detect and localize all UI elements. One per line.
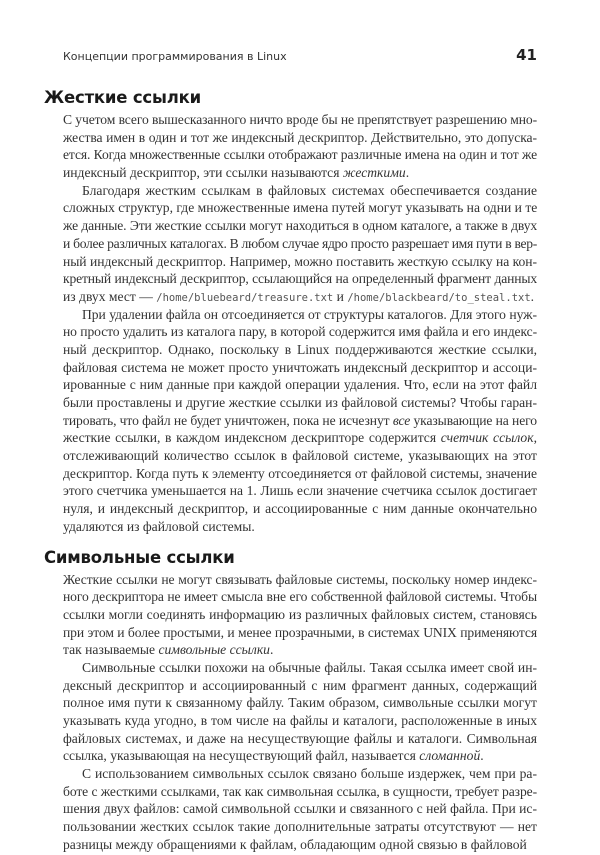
text-run: ного дескриптора не имеет смысла вне его собственной файловой системы. Чтобы: [63, 589, 537, 605]
text-run: но просто удалить из каталога пару, в которой содержится имя файла и его индекс-: [63, 324, 537, 340]
text-line: [63, 288, 537, 306]
text-run: файловая система не может просто уничтожать индексный дескриптор и ассоци-: [63, 359, 537, 375]
text-line: [63, 588, 537, 606]
text-run: отслеживающий количество ссылок в файловой системе, указывающих на этот: [63, 448, 537, 464]
paragraph: [63, 182, 537, 306]
text-run: шения двух файлов: самой символьной ссылки и связанного с ней файла. При ис-: [63, 801, 537, 817]
text-run: ссылка, указывающая на несуществующий файл, называется: [63, 748, 420, 764]
text-line: [63, 482, 537, 500]
text-line: [63, 394, 537, 412]
text-run: так называемые: [63, 642, 159, 658]
text-run: жества имен в один и тот же индексный дескриптор. Действительно, это допуска-: [63, 129, 537, 145]
text-line: [63, 164, 537, 182]
text-run: боте с жесткими ссылками, так как символьная ссылка, в сущности, требует разре-: [63, 783, 537, 799]
text-run: и более различных каталогах. В любом случае ядро просто разрешает имя пути в вер-: [63, 235, 537, 251]
text-run: .: [480, 748, 484, 764]
text-line: [63, 765, 537, 783]
paragraph: [63, 111, 537, 182]
text-run: ется. Когда множественные ссылки отображают различные имена на один и тот же: [63, 147, 537, 163]
text-run: Жесткие ссылки не могут связывать файловые системы, поскольку номер индекс-: [63, 571, 537, 587]
text-line: [63, 235, 537, 253]
text-run: ,: [533, 430, 537, 446]
text-line: [63, 253, 537, 271]
text-line: [63, 624, 537, 642]
text-line: [63, 836, 537, 854]
text-run: ссылки могли соединять информацию из различных файловых систем, становясь: [63, 606, 537, 622]
paragraph: [63, 306, 537, 536]
emphasis-term: все: [392, 412, 411, 428]
text-run: .: [269, 642, 274, 658]
text-line: [63, 341, 537, 359]
emphasis-term: сломанной: [419, 748, 481, 764]
text-line: [63, 447, 537, 465]
emphasis-term: жесткими: [342, 165, 406, 181]
text-run: ный индексный дескриптор. Например, можно поставить жесткую ссылку на кон-: [63, 253, 537, 269]
text-line: [63, 730, 537, 748]
text-line: [63, 571, 537, 589]
text-run: сложных структур, где множественные имена путей могут указывать на одни и те: [63, 200, 537, 216]
text-line: [63, 694, 537, 712]
text-line: [63, 199, 537, 217]
text-line: [63, 306, 537, 324]
text-line: [63, 465, 537, 483]
text-run: были проставлены и другие жесткие ссылки из файловой системы? Чтобы гаран-: [63, 395, 537, 410]
section-body-hard-links: [63, 111, 537, 536]
text-run: из двух мест —: [63, 288, 157, 304]
text-line: [63, 217, 537, 235]
text-run: ный дескриптор. Однако, поскольку в Linux поддерживаются жесткие ссылки,: [63, 341, 537, 357]
text-line: [63, 146, 537, 164]
text-run: .: [405, 165, 410, 181]
section-heading-hard-links: Жесткие ссылки: [44, 88, 201, 107]
text-line: [63, 677, 537, 695]
text-line: [63, 500, 537, 518]
section-heading-symbolic-links: Символьные ссылки: [44, 547, 235, 567]
text-run: Благодаря жестким ссылкам в файловых системах обеспечивается создание: [82, 182, 537, 198]
text-line: [63, 641, 537, 659]
running-header-title: Концепции программирования в Linux: [63, 50, 287, 63]
text-run: этого счетчика уменьшается на 1. Лишь если значение счетчика ссылок достигает: [63, 483, 537, 499]
file-path: /home/bluebeard/treasure.txt: [156, 291, 334, 304]
text-line: [63, 129, 537, 147]
text-run: кретный индексный дескриптор, ссылающийся на определенный фрагмент данных: [63, 271, 537, 287]
text-run: С использованием символьных ссылок связано больше издержек, чем при ра-: [82, 766, 537, 782]
text-line: [63, 323, 537, 341]
text-run: указывающие на него: [410, 412, 537, 428]
text-line: [63, 412, 537, 430]
text-line: [63, 659, 537, 677]
text-run: дексный дескриптор и ассоциированный с ним фрагмент данных, содержащий: [63, 677, 537, 693]
text-run: указывать куда угодно, в том числе на файлы и каталоги, расположенные в иных: [63, 713, 537, 728]
text-line: [63, 783, 537, 801]
text-line: [63, 518, 537, 536]
paragraph: [63, 571, 537, 659]
text-line: [63, 182, 537, 200]
text-line: [63, 606, 537, 624]
section-body-symbolic-links: [63, 571, 537, 854]
text-line: [63, 429, 537, 447]
text-run: пользовании жестких ссылок такие дополнительные затраты отсутствуют — нет: [63, 819, 537, 835]
text-run: дескриптор. Когда путь к элементу отсоединяется от файловой системы, значение: [63, 465, 537, 481]
text-line: [63, 359, 537, 377]
text-run: тировать, что файл не будет уничтожен, пока не исчезнут: [63, 412, 393, 428]
text-run: С учетом всего вышесказанного ничто вроде бы не препятствует разрешению мно-: [63, 112, 537, 127]
text-line: [63, 747, 537, 765]
text-line: [63, 712, 537, 730]
text-line: [63, 800, 537, 818]
text-line: [63, 376, 537, 394]
emphasis-term: символьные ссылки: [158, 642, 270, 658]
text-run: полное имя пути к связанному файлу. Таким образом, символьные ссылки могут: [63, 695, 537, 711]
text-run: При удалении файла он отсоединяется от структуры каталогов. Для этого нуж-: [82, 306, 537, 322]
running-header: [63, 46, 537, 68]
text-run: же данные. Эти жесткие ссылки могут находиться в одном каталоге, а также в двух: [63, 218, 537, 234]
text-line: [63, 818, 537, 836]
text-run: ированные с ним данные при каждой операции удаления. Что, если на этот файл: [63, 377, 537, 393]
text-run: при этом и более простыми, и менее прозрачными, в системах UNIX применяются: [63, 624, 537, 640]
text-line: [63, 270, 537, 288]
text-run: нуля, и индексный дескриптор, и ассоциированные с ним данные окончательно: [63, 501, 537, 517]
paragraph: [63, 765, 537, 853]
file-path: /home/blackbeard/to_steal.txt: [347, 291, 531, 304]
text-run: индексный дескриптор, эти ссылки называются: [63, 165, 343, 181]
text-run: жесткие ссылки, в каждом индексном дескрипторе содержится: [63, 430, 441, 446]
text-run: файловых системах, и даже на несуществующие файлы и каталоги. Символьная: [63, 730, 537, 746]
text-run: .: [530, 288, 535, 304]
text-line: [63, 111, 537, 129]
text-run: Символьные ссылки похожи на обычные файлы. Такая ссылка имеет свой ин-: [82, 659, 537, 675]
text-run: удаляются из файловой системы.: [63, 518, 255, 534]
text-run: и: [333, 288, 348, 304]
emphasis-term: счетчик ссылок: [440, 430, 534, 446]
paragraph: [63, 659, 537, 765]
page-number: 41: [516, 46, 537, 64]
text-run: разницы между обращениями к файлам, обладающим одной связью в файловой: [63, 836, 527, 852]
